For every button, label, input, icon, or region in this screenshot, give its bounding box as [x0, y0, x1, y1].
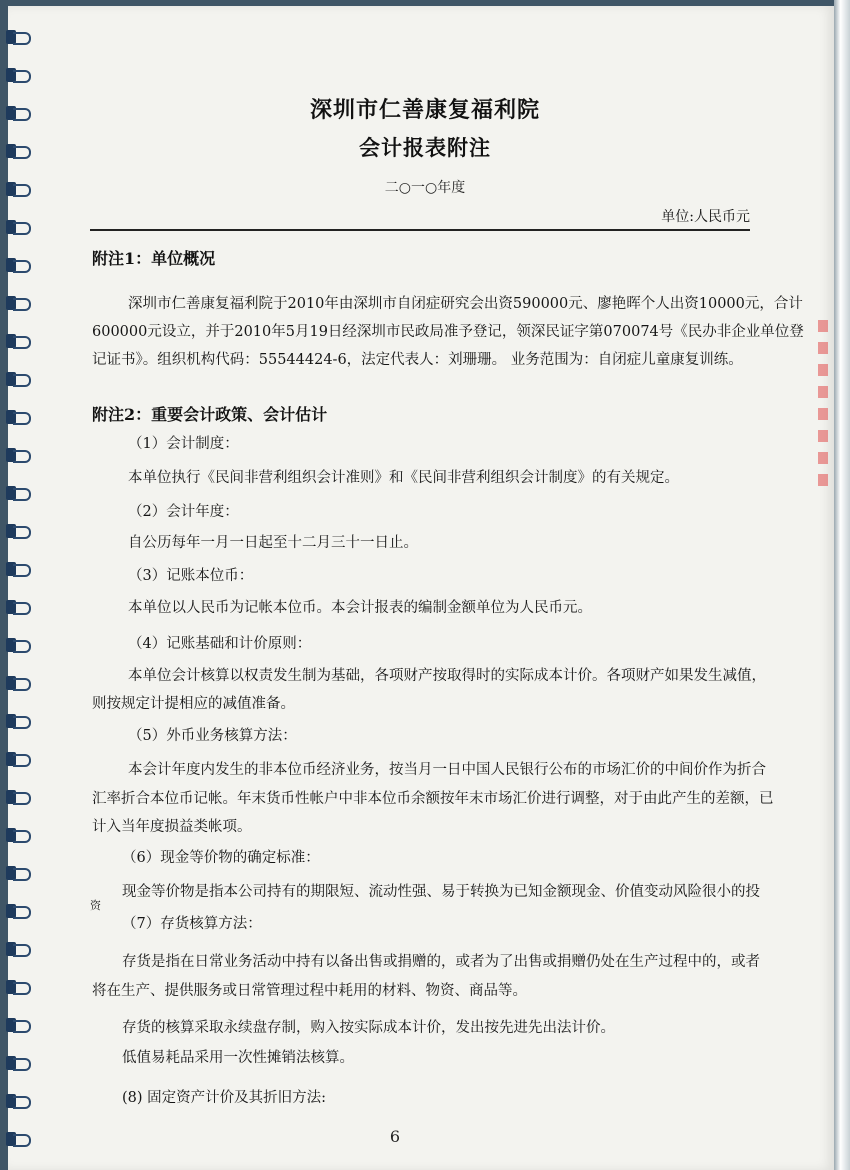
item-label: （1）会计制度： [128, 436, 239, 452]
binding-ring [13, 754, 31, 767]
paragraph-line: 深圳市仁善康复福利院于2010年由深圳市自闭症研究会出资590000元、廖艳晖个人出资10000元，合计 [128, 296, 803, 312]
binding-ring [13, 222, 31, 235]
binding-ring [13, 412, 31, 425]
binding-ring [13, 564, 31, 577]
binding-ring [13, 1020, 31, 1033]
paragraph-line: 本单位执行《民间非营利组织会计准则》和《民间非营利组织会计制度》的有关规定。 [128, 470, 679, 486]
item-label: （6）现金等价物的确定标准： [122, 850, 320, 866]
binding-ring [13, 716, 31, 729]
paragraph-line: 资 [90, 899, 101, 912]
binding-ring [13, 260, 31, 273]
binding-ring [13, 450, 31, 463]
binding-ring [13, 868, 31, 881]
binding-ring [13, 70, 31, 83]
item-label: （2）会计年度： [128, 504, 239, 520]
binding-ring [13, 374, 31, 387]
binding-ring [13, 640, 31, 653]
binding-ring [13, 1096, 31, 1109]
item-label: (8) 固定资产计价及其折旧方法: [122, 1090, 327, 1106]
red-seal-fragment [818, 320, 828, 490]
binding-ring [13, 944, 31, 957]
binding-ring [13, 678, 31, 691]
binding-ring [13, 906, 31, 919]
binding-ring [13, 602, 31, 615]
binding-ring [13, 488, 31, 501]
report-year: 二○一○年度 [384, 180, 466, 196]
item-label: （7）存货核算方法： [122, 916, 262, 932]
paragraph-line: 存货是指在日常业务活动中持有以备出售或捐赠的，或者为了出售或捐赠仍处在生产过程中的，或者 [122, 954, 760, 970]
binding-ring [13, 830, 31, 843]
item-label: （5）外币业务核算方法： [128, 728, 297, 744]
spiral-binding [0, 0, 24, 1170]
paragraph-line: 低值易耗品采用一次性摊销法核算。 [122, 1050, 354, 1066]
paragraph-line: 现金等价物是指本公司持有的期限短、流动性强、易于转换为已知金额现金、价值变动风险很小的投 [122, 884, 760, 900]
paragraph-line: 本单位以人民币为记帐本位币。本会计报表的编制金额单位为人民币元。 [128, 600, 592, 616]
section1-title: 附注1：单位概况 [92, 249, 216, 268]
binding-ring [13, 1058, 31, 1071]
page-number: 6 [389, 1127, 401, 1146]
report-title: 会计报表附注 [359, 135, 491, 160]
binding-ring [13, 32, 31, 45]
paragraph-line: 自公历每年一月一日起至十二月三十一日止。 [128, 535, 418, 551]
binding-ring [13, 336, 31, 349]
paragraph-line: 记证书》。组织机构代码：55544424-6，法定代表人：刘珊珊。 业务范围为：自闭症儿童康复训练。 [92, 352, 743, 368]
paragraph-line: 本单位会计核算以权责发生制为基础，各项财产按取得时的实际成本计价。各项财产如果发生减值， [128, 668, 766, 684]
org-name: 深圳市仁善康复福利院 [309, 97, 540, 123]
paragraph-line: 600000元设立，并于2010年5月19日经深圳市民政局准予登记，领深民证字第070074号《民办非企业单位登 [92, 324, 804, 340]
binding-ring [13, 298, 31, 311]
paragraph-line: 汇率折合本位币记帐。年末货币性帐户中非本位币余额按年末市场汇价进行调整，对于由此产生的差额，已 [92, 791, 774, 807]
header-divider [90, 229, 750, 231]
item-label: （3）记账本位币： [128, 568, 254, 584]
binding-ring [13, 526, 31, 539]
paragraph-line: 本会计年度内发生的非本位币经济业务，按当月一日中国人民银行公布的市场汇价的中间价作为折合 [128, 762, 766, 778]
paragraph-line: 则按规定计提相应的减值准备。 [92, 696, 295, 712]
binding-ring [13, 792, 31, 805]
currency-unit: 单位:人民币元 [661, 209, 750, 225]
binding-ring [13, 982, 31, 995]
page-edge [834, 0, 850, 1170]
paragraph-line: 计入当年度损益类帐项。 [92, 819, 252, 835]
paragraph-line: 存货的核算采取永续盘存制，购入按实际成本计价，发出按先进先出法计价。 [122, 1020, 615, 1036]
section2-title: 附注2：重要会计政策、会计估计 [92, 405, 328, 424]
item-label: （4）记账基础和计价原则： [128, 636, 312, 652]
paragraph-line: 将在生产、提供服务或日常管理过程中耗用的材料、物资、商品等。 [92, 983, 527, 999]
